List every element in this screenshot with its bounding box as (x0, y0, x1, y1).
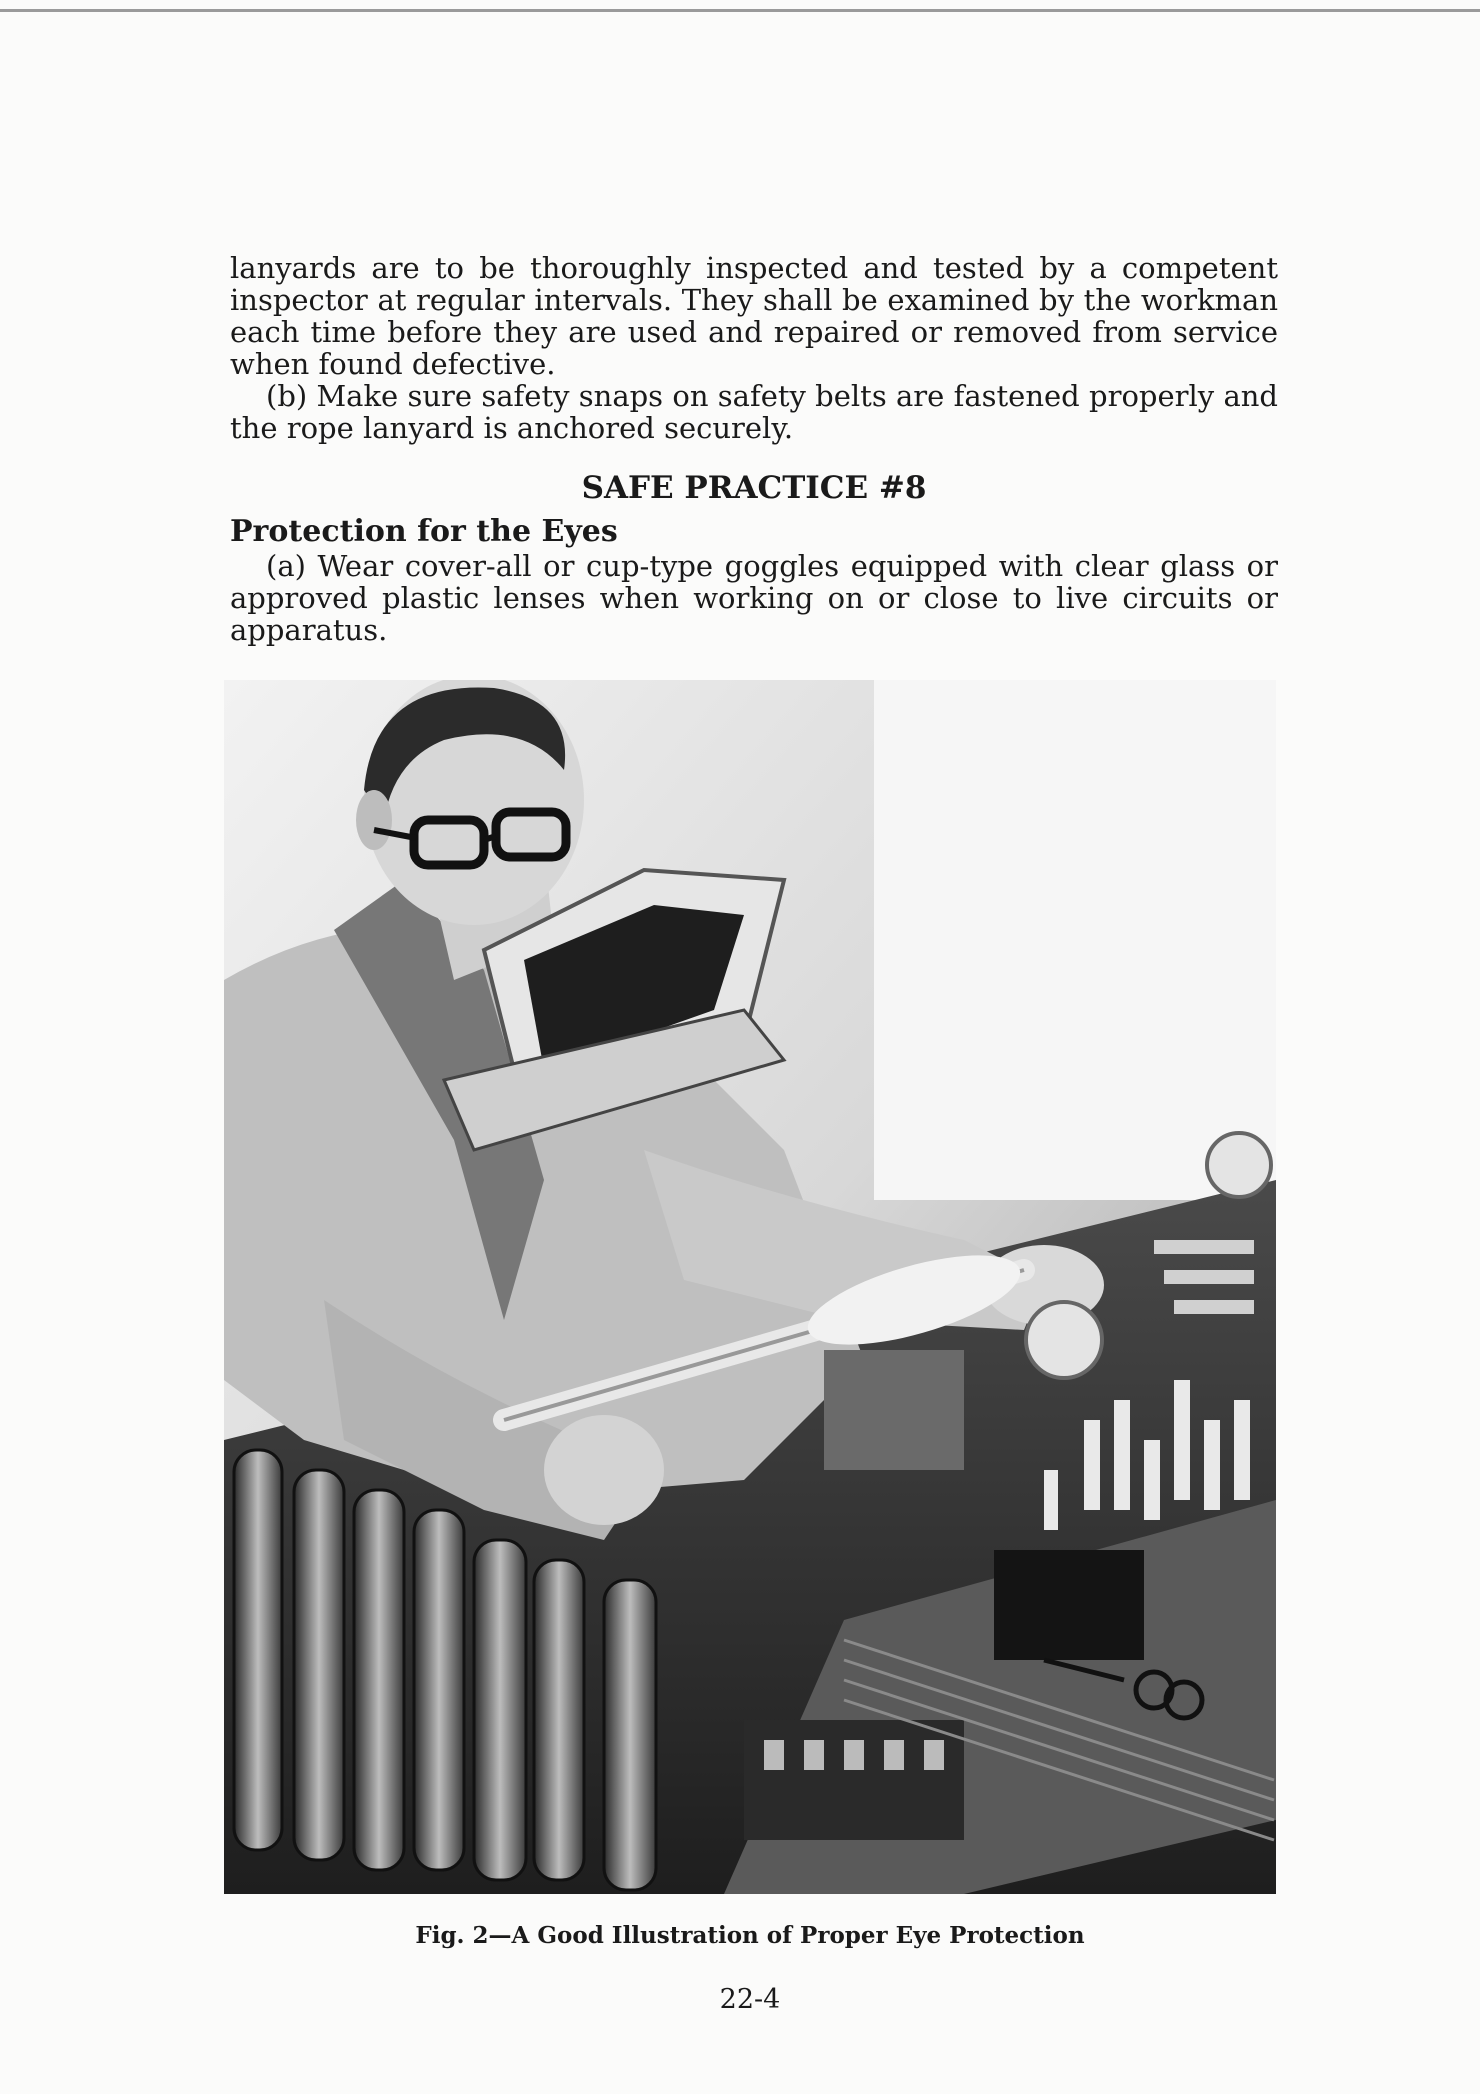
body-text (230, 252, 1278, 646)
workman-goggles-photo (224, 680, 1276, 1894)
paragraph-b: (b) Make sure safety snaps on safety belts are fastened properly and the rope lanyard is anchored securely. (230, 379, 1278, 445)
top-rule (0, 9, 1480, 12)
paragraph-continued: lanyards are to be thoroughly inspected and tested by a competent inspector at regular intervals. They shall be examined by the workman each time before they are used and repaired or removed from service when found defective. (230, 251, 1278, 381)
paragraph-a: (a) Wear cover-all or cup-type goggles equipped with clear glass or approved plastic lenses when working on or close to live circuits or apparatus. (230, 549, 1278, 647)
section-subheading: Protection for the Eyes (230, 514, 618, 549)
page-number: 22-4 (719, 1984, 781, 2015)
figure-caption: Fig. 2—A Good Illustration of Proper Eye Protection (415, 1922, 1085, 1949)
figure-photo (224, 680, 1276, 1894)
section-heading: SAFE PRACTICE #8 (581, 470, 927, 506)
